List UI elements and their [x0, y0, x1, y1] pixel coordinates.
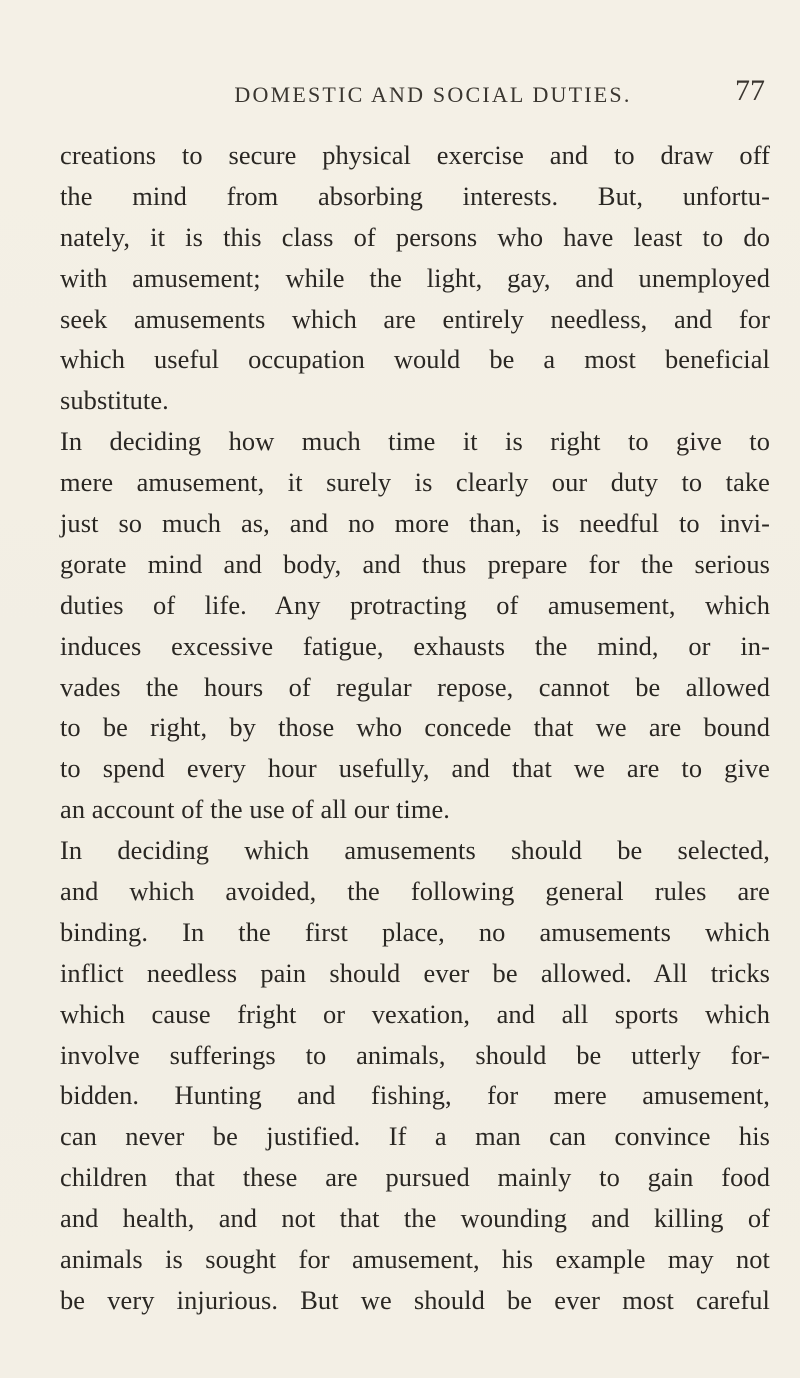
text-line: seek amusements which are entirely needless, and for — [60, 303, 770, 334]
text-line: inflict needless pain should ever be allowed. All tricks — [60, 957, 770, 988]
text-line: and health, and not that the wounding and killing of — [60, 1203, 770, 1234]
text-line: vades the hours of regular repose, cannot be allowed — [60, 671, 770, 702]
text-line: and which avoided, the following general rules are — [60, 876, 770, 907]
text-line: In deciding how much time it is right to give to — [60, 426, 770, 457]
text-line: with amusement; while the light, gay, and unemployed — [60, 262, 770, 293]
text-line: children that these are pursued mainly to gain food — [60, 1162, 770, 1193]
text-line: In deciding which amusements should be selected, — [60, 835, 770, 866]
text-line: can never be justified. If a man can convince his — [60, 1121, 770, 1152]
text-line: substitute. — [60, 385, 169, 416]
running-title: DOMESTIC AND SOCIAL DUTIES. — [234, 82, 632, 107]
text-line: nately, it is this class of persons who have least to do — [60, 221, 770, 252]
text-line: involve sufferings to animals, should be utterly for- — [60, 1039, 770, 1070]
text-line: animals is sought for amusement, his example may not — [60, 1244, 770, 1275]
text-line: to be right, by those who concede that we are bound — [60, 712, 770, 743]
running-head — [101, 74, 765, 122]
text-line: an account of the use of all our time. — [60, 794, 450, 825]
text-line: duties of life. Any protracting of amusement, which — [60, 589, 770, 620]
text-line: induces excessive fatigue, exhausts the mind, or in- — [60, 630, 770, 661]
text-line: just so much as, and no more than, is needful to invi- — [60, 508, 770, 539]
text-line: be very injurious. But we should be ever most careful — [60, 1284, 770, 1315]
body-text — [60, 135, 770, 1321]
text-line: the mind from absorbing interests. But, unfortu- — [60, 180, 770, 211]
page-number: 77 — [735, 74, 765, 107]
text-line: which cause fright or vexation, and all sports which — [60, 998, 770, 1029]
text-line: gorate mind and body, and thus prepare for the serious — [60, 548, 770, 579]
text-line: mere amusement, it surely is clearly our duty to take — [60, 467, 770, 498]
text-line: creations to secure physical exercise and to draw off — [60, 140, 770, 170]
text-line: which useful occupation would be a most beneficial — [60, 344, 770, 375]
text-line: to spend every hour usefully, and that we are to give — [60, 753, 770, 784]
text-line: bidden. Hunting and fishing, for mere amusement, — [60, 1080, 770, 1111]
text-line: binding. In the first place, no amusements which — [60, 916, 770, 947]
